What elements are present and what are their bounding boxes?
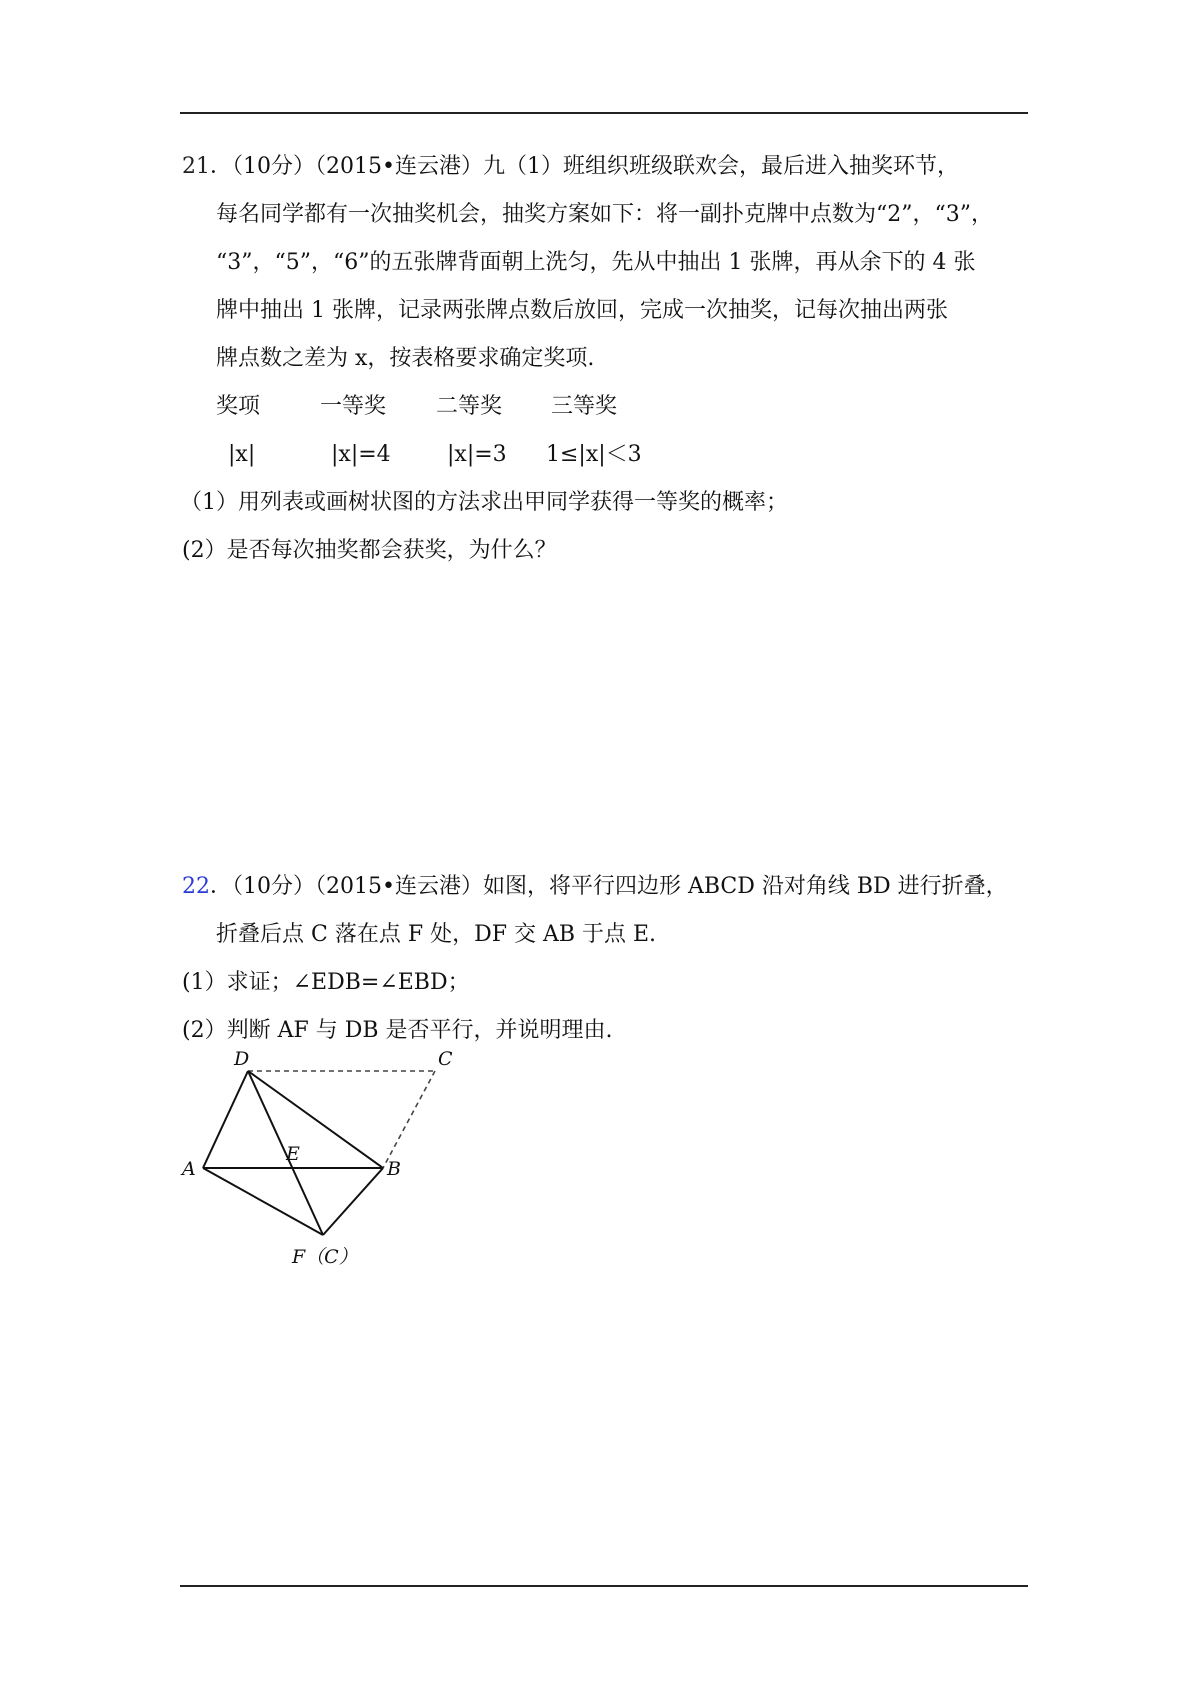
q22-number: 22 — [182, 874, 210, 899]
q21-header — [182, 152, 959, 182]
label-c: C — [438, 1048, 453, 1070]
q21-line-3: 牌中抽出 1 张牌，记录两张牌点数后放回，完成一次抽奖，记每次抽出两张 — [216, 298, 948, 323]
segment-cb-dashed — [383, 1071, 435, 1168]
q21-sub2: (2）是否每次抽奖都会获奖，为什么？ — [182, 538, 557, 563]
q22-line-1: 折叠后点 C 落在点 F 处，DF 交 AB 于点 E. — [216, 922, 657, 947]
segment-fb — [323, 1168, 383, 1235]
q22-header — [182, 872, 1008, 902]
q21-line-4: 牌点数之差为 x，按表格要求确定奖项. — [216, 346, 595, 371]
prize-row-second: |x|=3 — [447, 442, 507, 467]
q22-header-text: ．（10分）（2015•连云港）如图，将平行四边形 ABCD 沿对角线 BD 进行折叠， — [210, 874, 1008, 899]
prize-row-third: 1≤|x|＜3 — [546, 442, 642, 467]
q22-sub1: (1）求证；∠EDB=∠EBD； — [182, 970, 470, 995]
parallelogram-fold-figure — [180, 1045, 470, 1275]
segment-da — [203, 1071, 248, 1168]
q21-line-2: “3”，“5”，“6”的五张牌背面朝上洗匀，先从中抽出 1 张牌，再从余下的 4 张 — [216, 250, 976, 275]
segment-af — [203, 1168, 323, 1235]
prize-header-first: 一等奖 — [320, 394, 387, 419]
footer-rule — [180, 1585, 1028, 1587]
prize-header-item: 奖项 — [216, 394, 261, 419]
prize-row-first: |x|=4 — [331, 442, 391, 467]
q21-sub1: （1）用列表或画树状图的方法求出甲同学获得一等奖的概率； — [180, 490, 788, 515]
prize-header-second: 二等奖 — [436, 394, 503, 419]
prize-row-label: |x| — [228, 442, 256, 467]
segment-db — [248, 1071, 383, 1168]
q21-number: 21 — [182, 154, 210, 179]
q21-line-1: 每名同学都有一次抽奖机会，抽奖方案如下：将一副扑克牌中点数为“2”，“3”， — [216, 202, 993, 227]
label-b: B — [387, 1158, 401, 1180]
prize-header-third: 三等奖 — [551, 394, 618, 419]
q22-sub2: (2）判断 AF 与 DB 是否平行，并说明理由. — [182, 1018, 613, 1043]
label-a: A — [182, 1158, 196, 1180]
q21-header-text: ．（10分）（2015•连云港）九（1）班组织班级联欢会，最后进入抽奖环节， — [210, 154, 959, 179]
label-e: E — [286, 1143, 300, 1165]
label-d: D — [234, 1048, 250, 1070]
label-f: F（C） — [292, 1246, 358, 1268]
header-rule — [180, 112, 1028, 114]
